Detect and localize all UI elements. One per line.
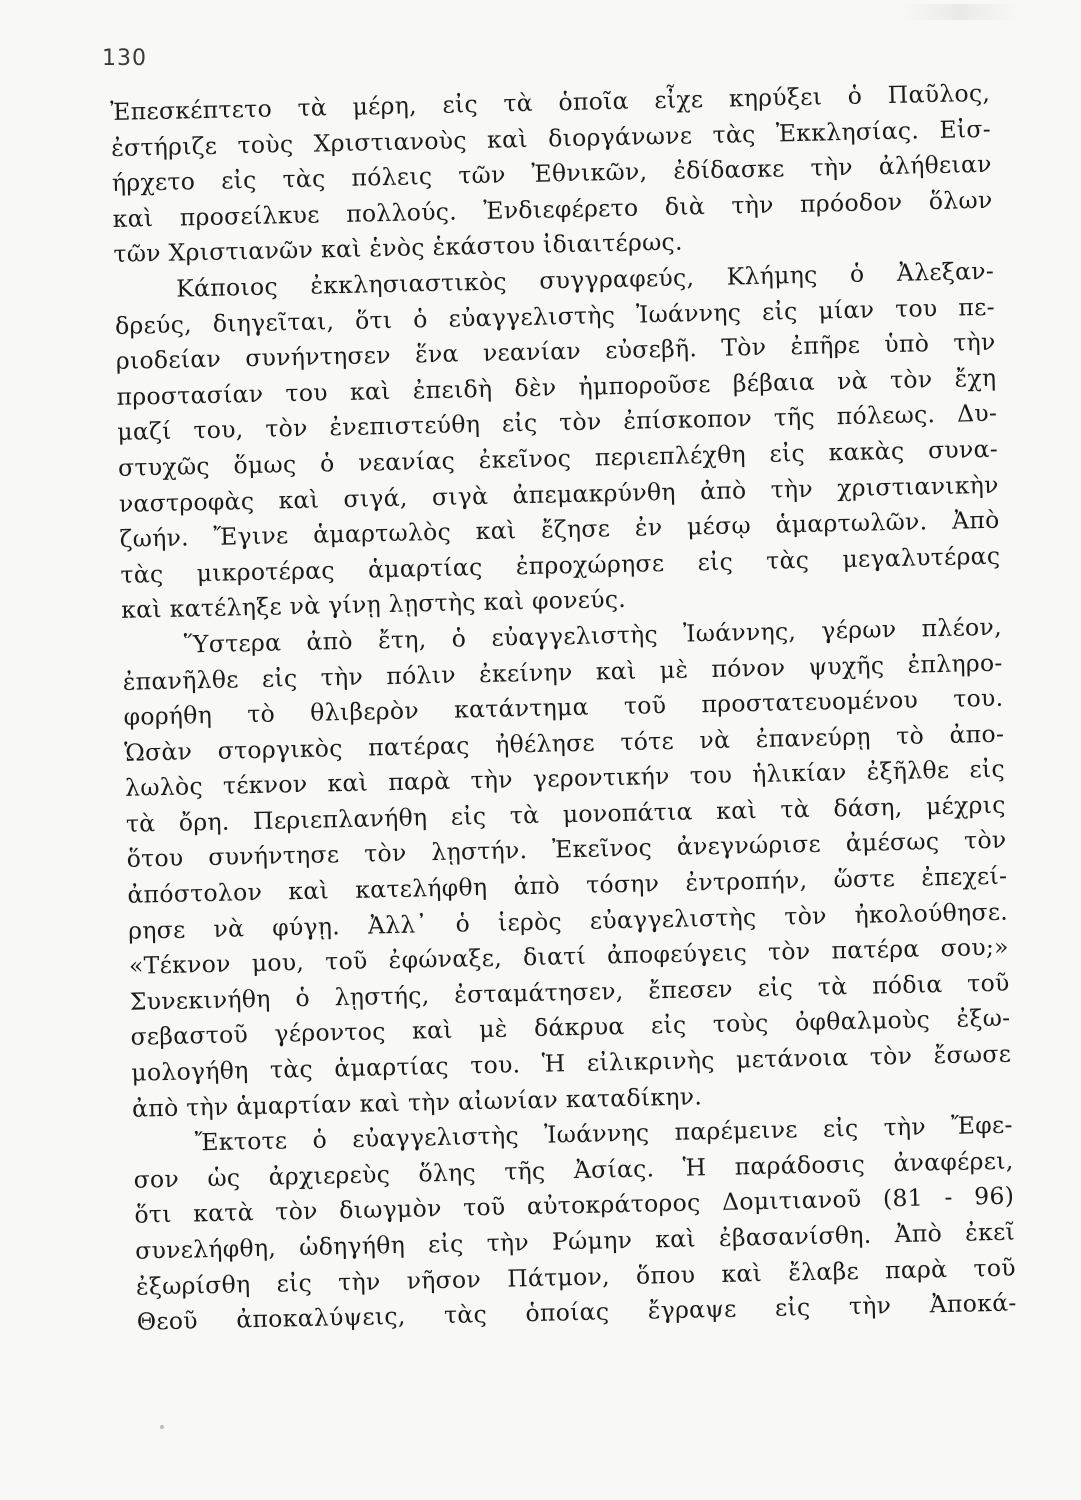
- text-line: καὶ κατέληξε νὰ γίνῃ λῃστὴς καὶ φονεύς.: [120, 585, 627, 625]
- text-line: μολογήθη τὰς ἁμαρτίας του. Ἡ εἰλικρινὴς μετάνοια τὸν ἔσωσε: [131, 1039, 1012, 1087]
- text-line: Θεοῦ ἀποκαλύψεις, τὰς ὁποίας ἔγραψε εἰς τὴν Ἀποκά-: [136, 1288, 1017, 1336]
- text-line: ρησε νὰ φύγῃ. Ἀλλ᾽ ὁ ἱερὸς εὐαγγελιστὴς τὸν ἠκολούθησε.: [127, 897, 1009, 945]
- text-line: Ὡσὰν στοργικὸς πατέρας ἠθέλησε τότε νὰ ἐπανεύρῃ τὸ ἀπο-: [124, 719, 1005, 767]
- paragraph-2: [114, 254, 1002, 629]
- text-line: ἀπὸ τὴν ἁμαρτίαν καὶ τὴν αἰωνίαν καταδίκην.: [131, 1081, 703, 1123]
- text-line: μαζί του, τὸν ἐνεπιστεύθη εἰς τὸν ἐπίσκοπον τῆς πόλεως. Δυ-: [117, 399, 998, 447]
- scan-speck: [160, 1425, 164, 1429]
- paragraph-4: [133, 1108, 1017, 1341]
- text-line: στυχῶς ὅμως ὁ νεανίας ἐκεῖνος περιεπλέχθη εἰς κακὰς συνα-: [117, 434, 999, 482]
- text-line: φορήθη τὸ θλιβερὸν κατάντημα τοῦ προστατευομένου του.: [123, 683, 1004, 731]
- text-line: Ἔκτοτε ὁ εὐαγγελιστὴς Ἰωάννης παρέμεινε εἰς τὴν Ἔφε-: [194, 1110, 1013, 1157]
- text-line: σον ὡς ἀρχιερεὺς ὅλης τῆς Ἀσίας. Ἡ παράδοσις ἀναφέρει,: [133, 1146, 1014, 1194]
- text-line: ὅτι κατὰ τὸν διωγμὸν τοῦ αὐτοκράτορος Δομιτιανοῦ (81 - 96): [134, 1181, 1015, 1230]
- text-line: ἀπόστολον καὶ κατελήφθη ἀπὸ τόσην ἐντροπήν, ὥστε ἐπεχεί-: [127, 861, 1008, 909]
- text-line: Συνεκινήθη ὁ λῃστής, ἐσταμάτησεν, ἔπεσεν εἰς τὰ πόδια τοῦ: [129, 968, 1010, 1016]
- text-line: προστασίαν του καὶ ἐπειδὴ δὲν ἠμποροῦσε βέβαια νὰ τὸν ἔχη: [116, 363, 997, 411]
- text-line: δρεύς, διηγεῖται, ὅτι ὁ εὐαγγελιστὴς Ἰωάννης εἰς μίαν του πε-: [114, 292, 996, 340]
- text-line: σεβαστοῦ γέροντος καὶ μὲ δάκρυα εἰς τοὺς ὀφθαλμοὺς ἐξω-: [130, 1004, 1011, 1052]
- text-line: τὰς μικροτέρας ἁμαρτίας ἐπροχώρησε εἰς τὰς μεγαλυτέρας: [120, 541, 1001, 589]
- text-line: ζωήν. Ἔγινε ἁμαρτωλὸς καὶ ἔζησε ἐν μέσῳ ἁμαρτωλῶν. Ἀπὸ: [119, 505, 1000, 554]
- scan-bleed-mark: [900, 4, 1020, 20]
- text-line: συνελήφθη, ὡδηγήθη εἰς τὴν Ρώμην καὶ ἐβασανίσθη. Ἀπὸ ἐκεῖ: [134, 1217, 1016, 1265]
- text-line: Ὕστερα ἀπὸ ἔτη, ὁ εὐαγγελιστὴς Ἰωάννης, γέρων πλέον,: [183, 612, 1003, 659]
- text-line: ναστροφὰς καὶ σιγά, σιγὰ ἀπεμακρύνθη ἀπὸ τὴν χριστιανικὴν: [118, 470, 1000, 518]
- text-line: τῶν Χριστιανῶν καὶ ἑνὸς ἑκάστου ἰδιαιτέρως.: [113, 227, 684, 269]
- text-line: «Τέκνον μου, τοῦ ἐφώναξε, διατί ἀποφεύγεις τὸν πατέρα σου;»: [128, 932, 1010, 981]
- text-line: Ἐπεσκέπτετο τὰ μέρη, εἰς τὰ ὁποῖα εἶχε κηρύξει ὁ Παῦλος,: [110, 78, 991, 126]
- text-line: λωλὸς τέκνον καὶ παρὰ τὴν γεροντικήν του ἡλικίαν ἐξῆλθε εἰς: [124, 754, 1006, 803]
- page-number: 130: [102, 46, 147, 71]
- text-line: ἐστήριζε τοὺς Χριστιανοὺς καὶ διοργάνωνε τὰς Ἐκκλησίας. Εἰσ-: [110, 114, 992, 162]
- paragraph-1: [110, 76, 994, 273]
- text-line: καὶ προσείλκυε πολλούς. Ἐνδιεφέρετο διὰ τὴν πρόοδον ὅλων: [112, 185, 993, 233]
- text-line: Κάποιος ἐκκλησιαστικὸς συγγραφεύς, Κλήμης ὁ Ἀλεξαν-: [175, 256, 995, 303]
- text-line: ἐξωρίσθη εἰς τὴν νῆσον Πάτμον, ὅπου καὶ ἔλαβε παρὰ τοῦ: [135, 1253, 1017, 1301]
- text-line: τὰ ὄρη. Περιεπλανήθη εἰς τὰ μονοπάτια καὶ τὰ δάση, μέχρις: [125, 790, 1006, 838]
- paragraph-3: [122, 610, 1013, 1127]
- text-line: ήρχετο εἰς τὰς πόλεις τῶν Ἐθνικῶν, ἐδίδασκε τὴν ἀλήθειαν: [111, 149, 993, 198]
- text-line: ἐπανῆλθε εἰς τὴν πόλιν ἐκείνην καὶ μὲ πόνον ψυχῆς ἐπληρο-: [122, 648, 1003, 696]
- body-text: [110, 76, 1017, 1341]
- text-line: ὅτου συνήντησε τὸν λῃστήν. Ἐκεῖνος ἀνεγνώρισε ἀμέσως τὸν: [126, 826, 1007, 874]
- text-line: ριοδείαν συνήντησεν ἕνα νεανίαν εὐσεβῆ. Τὸν ἐπῆρε ὑπὸ τὴν: [115, 327, 996, 376]
